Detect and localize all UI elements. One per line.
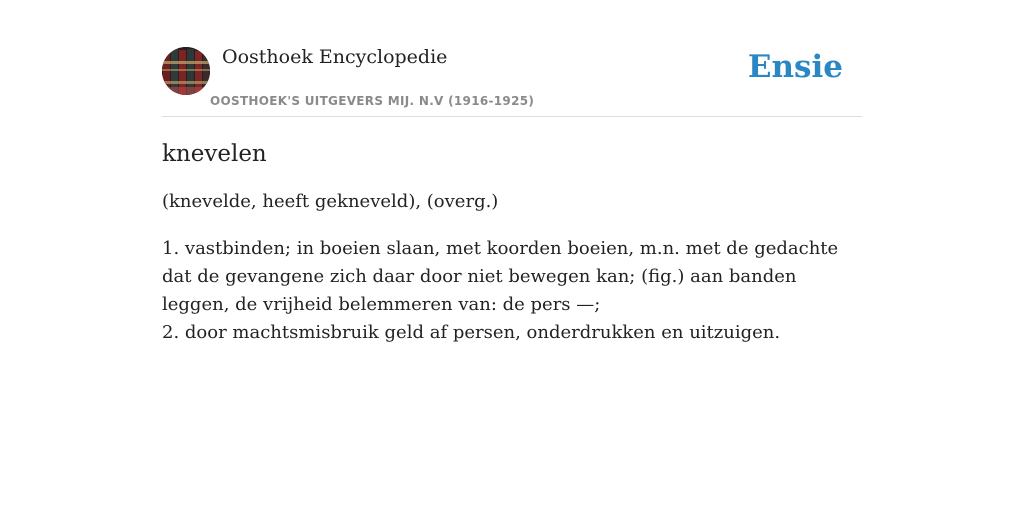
encyclopedia-books-icon <box>162 47 210 95</box>
definition-item: 2. door machtsmisbruik geld af persen, onderdrukken en uitzuigen. <box>162 322 781 343</box>
ensie-logo-link[interactable]: Ensie <box>747 49 843 85</box>
source-avatar[interactable] <box>162 47 210 95</box>
entry-grammar: (knevelde, heeft gekneveld), (overg.) <box>162 191 499 212</box>
entry-definitions <box>162 235 862 347</box>
definition-item: 1. vastbinden; in boeien slaan, met koorden boeien, m.n. met de gedachte dat de gevangene zich daar door niet bewegen kan; (fig.) aan banden leggen, de vrijheid belemmeren van: de pers —; <box>162 238 839 315</box>
entry-article <box>162 138 862 347</box>
source-header <box>162 44 862 117</box>
source-title[interactable]: Oosthoek Encyclopedie <box>222 46 448 68</box>
source-subtitle: OOSTHOEK'S UITGEVERS MIJ. N.V (1916-1925) <box>210 94 535 108</box>
entry-headword: knevelen <box>162 141 267 167</box>
